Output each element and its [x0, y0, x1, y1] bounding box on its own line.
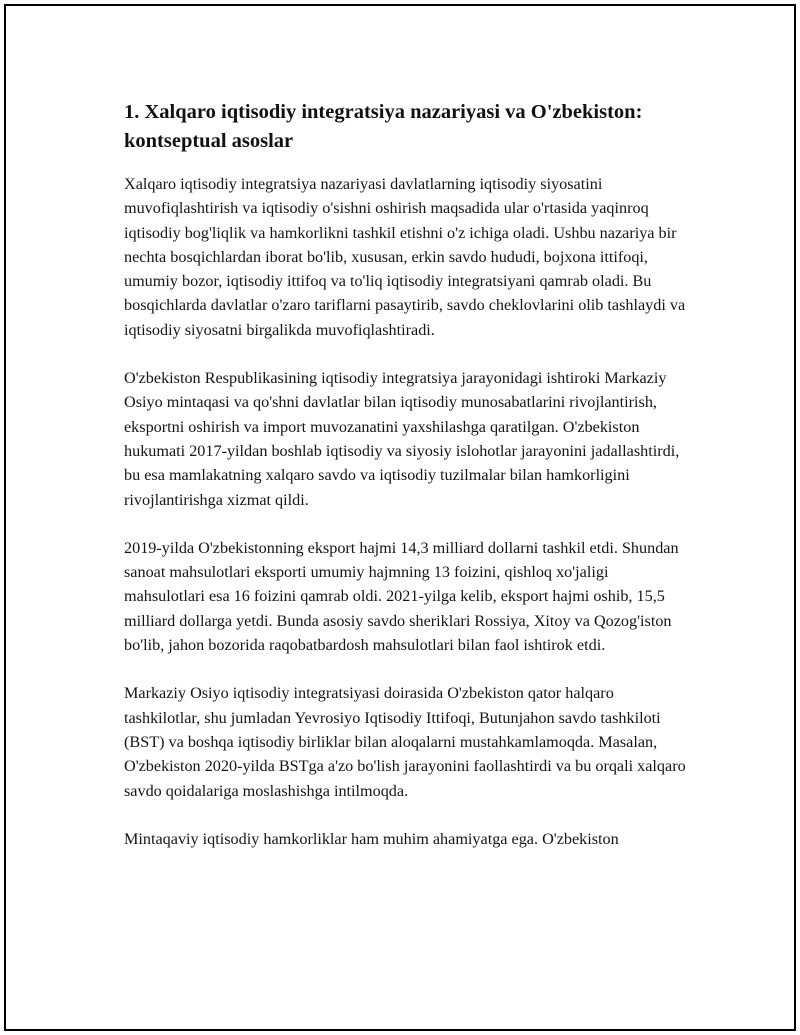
paragraph-5: Mintaqaviy iqtisodiy hamkorliklar ham muhim ahamiyatga ega. O'zbekiston [124, 829, 619, 848]
paragraph-4: Markaziy Osiyo iqtisodiy integratsiyasi doirasida O'zbekiston qator halqaro tashkilotlar, shu jumladan Yevrosiyo Iqtisodiy Ittifoqi, Butunjahon savdo tashkiloti (BST) va boshqa iqtisodiy birliklar bilan aloqalarni mustahkamlamoqda. Masalan, O'zbekiston 2020-yilda BSTga a'zo bo'lish jarayonini faollashtirdi va bu orqali xalqaro savdo qoidalariga moslashishga intilmoqda. [124, 684, 686, 800]
paragraph-3: 2019-yilda O'zbekistonning eksport hajmi 14,3 milliard dollarni tashkil etdi. Shundan sanoat mahsulotlari eksporti umumiy hajmning 13 foizini, qishloq xo'jaligi mahsulotlari esa 16 foizini qamrab oldi. 2021-yilga kelib, eksport hajmi oshib, 15,5 milliard dollarga yetdi. Bunda asosiy savdo sheriklari Rossiya, Xitoy va Qozog'iston bo'lib, jahon bozorida raqobatbardosh mahsulotlari bilan faol ishtirok etdi. [124, 538, 679, 655]
document-body [124, 98, 690, 875]
page-frame [4, 4, 796, 1031]
section-heading: 1. Xalqaro iqtisodiy integratsiya nazariyasi va O'zbekiston: kontseptual asoslar [124, 101, 643, 152]
paragraph-2: O'zbekiston Respublikasining iqtisodiy integratsiya jarayonidagi ishtiroki Markaziy Osiyo mintaqasi va qo'shni davlatlar bilan iqtisodiy munosabatlarini rivojlantirish, eksportni oshirish va import muvozanatini yaxshilashga qaratilgan. O'zbekiston hukumati 2017-yildan boshlab iqtisodiy va siyosiy islohotlar jarayonini jadallashtirdi, bu esa mamlakatning xalqaro savdo va iqtisodiy tuzilmalar bilan hamkorligini rivojlantirishga xizmat qildi. [124, 369, 680, 509]
paragraph-1: Xalqaro iqtisodiy integratsiya nazariyasi davlatlarning iqtisodiy siyosatini muvofiqlashtirish va iqtisodiy o'sishni oshirish maqsadida ular o'rtasida yaqinroq iqtisodiy bog'liqlik va hamkorlikni tashkil etishni o'z ichiga oladi. Ushbu nazariya bir nechta bosqichlardan iborat bo'lib, xususan, erkin savdo hududi, bojxona ittifoqi, umumiy bozor, iqtisodiy ittifoq va to'liq iqtisodiy integratsiyani qamrab oladi. Bu bosqichlarda davlatlar o'zaro tariflarni pasaytirib, savdo cheklovlarini olib tashlaydi va iqtisodiy siyosatni birgalikda muvofiqlashtiradi. [124, 175, 686, 339]
